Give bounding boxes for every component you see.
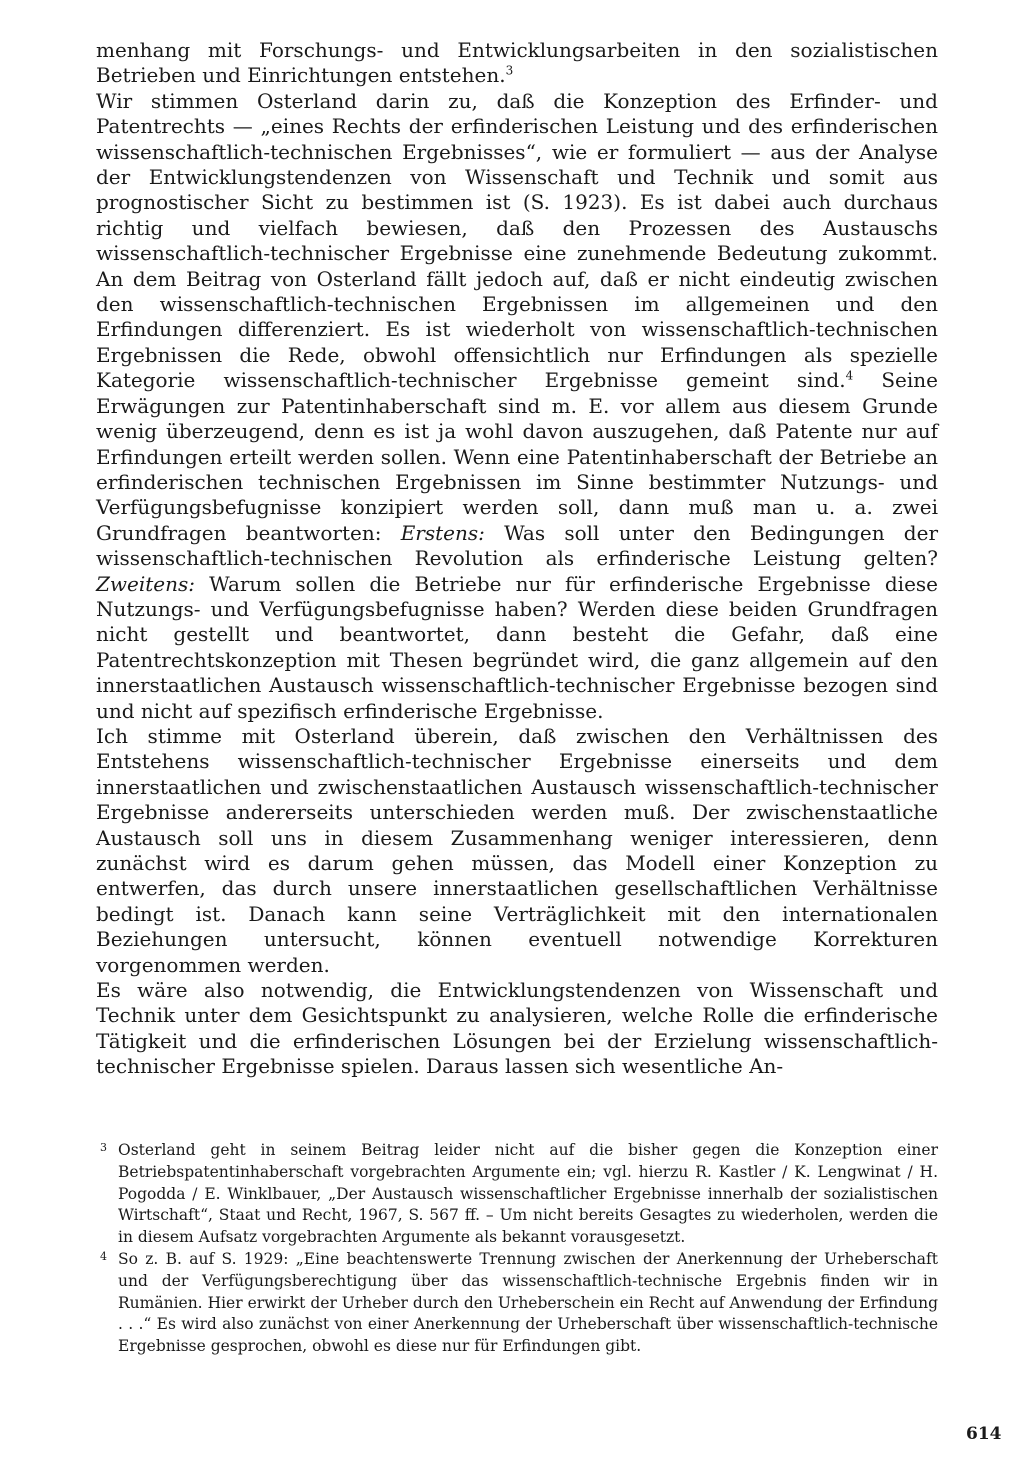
footnote-4: [96, 1249, 938, 1358]
paragraph-1: [96, 38, 938, 89]
emphasis-erstens: Erstens:: [400, 520, 485, 545]
footnote-3: [96, 1140, 938, 1249]
paragraph-3: Ich stimme mit Osterland überein, daß zwischen den Verhältnissen des Entstehens wissenschaftlich-technischer Ergebnisse einerseits und dem innerstaatlichen und zwischenstaatlichen Austausch wissenschaftlich-technischer Ergebnisse andererseits unterschieden werden muß. Der zwischenstaatliche Austausch soll uns in diesem Zusammenhang weniger interessieren, denn zunächst wird es darum gehen müssen, das Modell einer Konzeption zu entwerfen, das durch unsere innerstaatlichen gesellschaftlichen Verhältnisse bedingt ist. Danach kann seine Verträglichkeit mit den internationalen Beziehungen untersucht, können eventuell notwendige Korrekturen vorgenommen werden.: [96, 723, 938, 977]
paragraph-2-text-d: Warum sollen die Betriebe nur für erfinderische Ergebnisse diese Nutzungs- und Verfügungsbefugnisse haben? Werden diese beiden Grundfragen nicht gestellt und beantwortet, dann besteht die Gefahr, daß eine Patentrechtskonzeption mit Thesen begründet wird, die ganz allgemein auf den innerstaatlichen Austausch wissenschaftlich-technischer Ergebnisse bezogen sind und nicht auf spezifisch erfinderische Ergebnisse.: [96, 571, 938, 723]
footnote-4-text: So z. B. auf S. 1929: „Eine beachtenswerte Trennung zwischen der Anerkennung der Urheberschaft und der Verfügungsberechtigung über das wissenschaftlich-technische Ergebnis finden wir in Rumänien. Hier erwirkt der Urheber durch den Urheberschein ein Recht auf Anwendung der Erfindung . . .“ Es wird also zunächst von einer Anerkennung der Urheberschaft über wissenschaftlich-technische Ergebnisse gesprochen, obwohl es diese nur für Erfindungen gibt.: [118, 1249, 938, 1356]
footnote-mark-4: 4: [100, 1249, 107, 1263]
paragraph-1-text: menhang mit Forschungs- und Entwicklungsarbeiten in den sozialistischen Betrieben und Einrichtungen entstehen.: [96, 38, 938, 88]
page-number: 614: [966, 1424, 1002, 1444]
body-text: [96, 38, 938, 1080]
emphasis-zweitens: Zweitens:: [96, 571, 196, 596]
footnote-ref-4: 4: [845, 368, 854, 383]
paragraph-2-text-b: Seine Erwägungen zur Patentinhaberschaft sind m. E. vor allem aus diesem Grunde wenig überzeugend, denn es ist ja wohl davon auszugehen, daß Patente nur auf Erfindungen erteilt werden sollen. Wenn eine Patentinhaberschaft der Betriebe an erfinderischen technischen Ergebnissen im Sinne bestimmter Nutzungs- und Verfügungsbefugnisse konzipiert werden soll, dann muß man u. a. zwei Grundfragen beantworten:: [96, 368, 938, 545]
footnotes: [96, 1140, 938, 1358]
paragraph-2-text-c: Was soll unter den Bedingungen der wissenschaftlich-technischen Revolution als erfinderische Leistung gelten?: [96, 520, 939, 571]
footnote-mark-3: 3: [100, 1141, 107, 1154]
footnote-ref-3: 3: [505, 63, 514, 78]
paragraph-2-text-a: Wir stimmen Osterland darin zu, daß die Konzeption des Erfinder- und Patentrechts — „eines Rechts der erfinderischen Leistung und des erfinderischen wissenschaftlich-technischen Ergebnisses“, wie er formuliert — aus der Analyse der Entwicklungstendenzen von Wissenschaft und Technik und somit aus prognostischer Sicht zu bestimmen ist (S. 1923). Es ist dabei auch durchaus richtig und vielfach bewiesen, daß den Prozessen des Austauschs wissenschaftlich-technischer Ergebnisse eine zunehmende Bedeutung zukommt. An dem Beitrag von Osterland fällt jedoch auf, daß er nicht eindeutig zwischen den wissenschaftlich-technischen Ergebnissen im allgemeinen und den Erfindungen differenziert. Es ist wiederholt von wissenschaftlich-technischen Ergebnissen die Rede, obwohl offensichtlich nur Erfindungen als spezielle Kategorie wissenschaftlich-technischer Ergebnisse gemeint sind.: [96, 88, 938, 393]
footnote-3-text: Osterland geht in seinem Beitrag leider nicht auf die bisher gegen die Konzeption einer Betriebspatentinhaberschaft vorgebrachten Argumente ein; vgl. hierzu R. Kastler / K. Lengwinat / H. Pogodda / E. Winklbauer, „Der Austausch wissenschaftlicher Ergebnisse innerhalb der sozialistischen Wirtschaft“, Staat und Recht, 1967, S. 567 ff. – Um nicht bereits Gesagtes zu wiederholen, werden die in diesem Aufsatz vorgebrachten Argumente als bekannt vorausgesetzt.: [118, 1141, 938, 1247]
paragraph-2: [96, 89, 938, 724]
paragraph-4: Es wäre also notwendig, die Entwicklungstendenzen von Wissenschaft und Technik unter dem Gesichtspunkt zu analysieren, welche Rolle die erfinderische Tätigkeit und die erfinderischen Lösungen bei der Erzielung wissenschaftlich-technischer Ergebnisse spielen. Daraus lassen sich wesentliche An-: [96, 978, 938, 1079]
